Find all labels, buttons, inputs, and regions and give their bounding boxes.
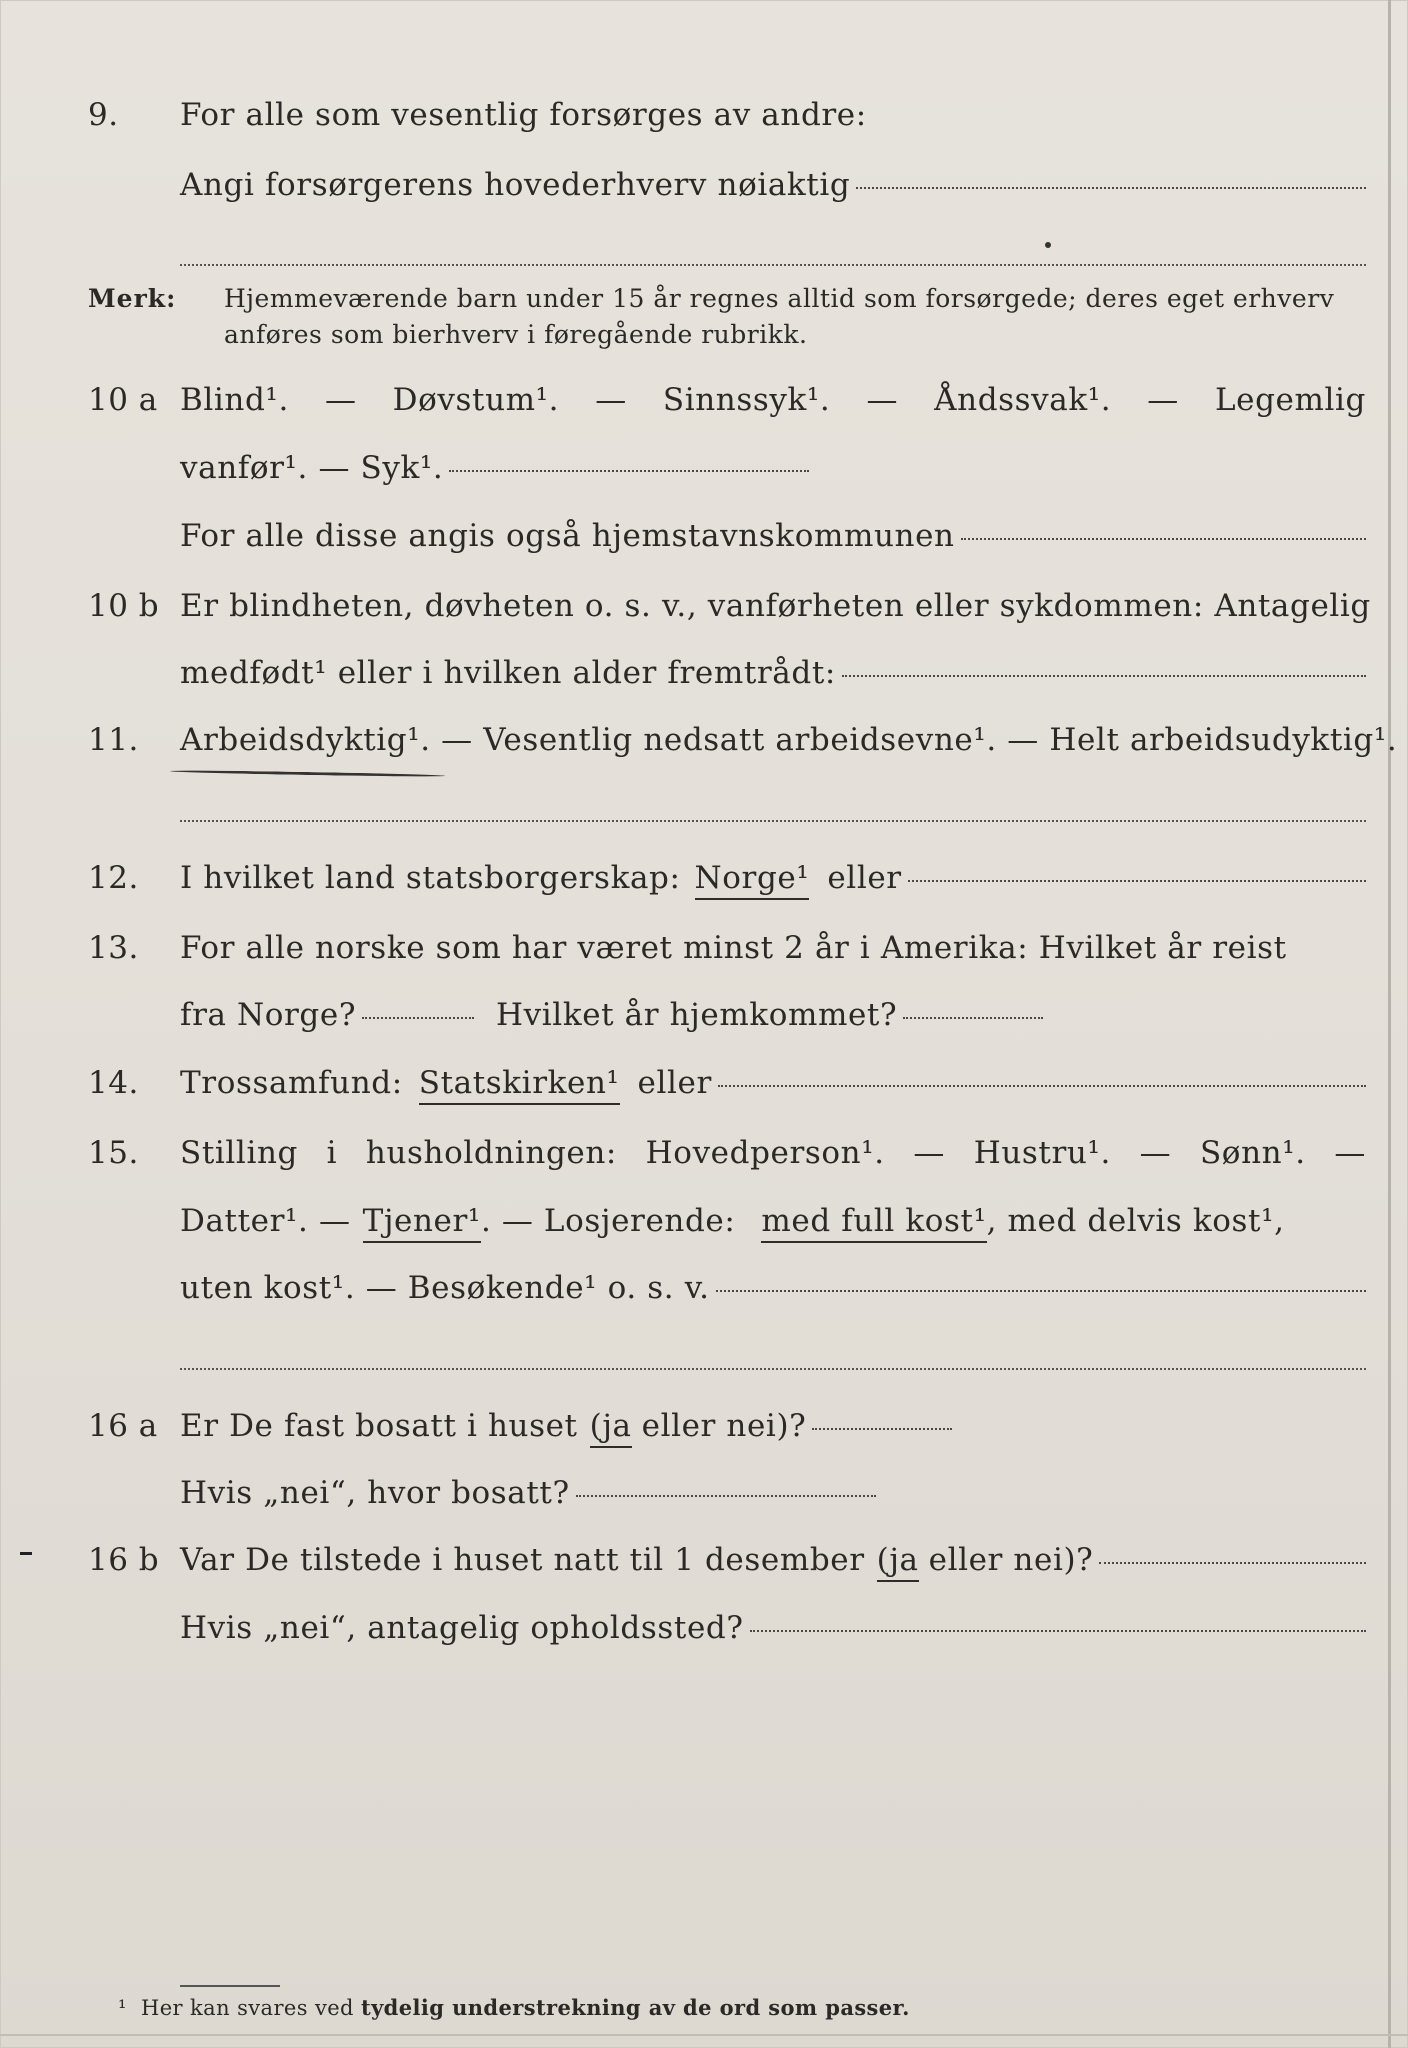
q16b-label: Var De tilstede i huset natt til 1 desember [180,1542,865,1578]
q9-answer-field-2[interactable] [180,264,1366,266]
note-line-1: Hjemmeværende barn under 15 år regnes alltid som forsørgede; deres eget erhverv [224,284,1335,313]
q16b-opholdssted-field[interactable] [750,1627,1366,1632]
q15-word: husholdningen: [365,1135,617,1171]
q16a-eller-nei: eller nei)? [641,1408,807,1444]
q10b-label: medfødt¹ eller i hvilken alder fremtrådt: [180,655,836,691]
ink-speck [1045,242,1051,248]
q10a-vanfor-syk: vanfør¹. — Syk¹. [180,450,444,486]
q15-line-1 [180,1135,1366,1171]
item-number-16b: 16 b [88,1542,160,1578]
page-edge-bottom [0,2034,1408,2036]
q16a-label: Er De fast bosatt i huset [180,1408,578,1444]
item-number-11: 11. [88,722,139,758]
item-number-10a: 10 a [88,382,158,418]
q10a-legemlig: Legemlig [1214,382,1366,418]
item-number-15: 15. [88,1135,139,1171]
footnote-bold-text: tydelig understrekning av de ord som passer. [360,1995,910,2020]
dash: — [866,382,899,418]
q16b-answer-ja: (ja [877,1542,919,1582]
item-number-10b: 10 b [88,588,160,624]
q12-line [180,860,1366,900]
q15-answer-field-2[interactable] [180,1368,1366,1370]
footnote [118,1995,910,2020]
q15-tjener: Tjener¹ [363,1203,481,1243]
q10b-line-2 [180,655,1366,691]
q11-handwritten-underline [170,770,445,778]
q16b-opholdssted-label: Hvis „nei“, antagelig opholdssted? [180,1610,744,1646]
q9-answer-field[interactable] [856,184,1366,189]
q15-sonn: Sønn¹. [1199,1135,1306,1171]
q10a-line-3 [180,518,1366,554]
q10a-line-2 [180,450,809,486]
q10a-hjemstavn-field[interactable] [961,535,1366,540]
q16a-answer-field[interactable] [812,1425,952,1430]
q15-datter: Datter¹. — [180,1203,351,1239]
q16a-line-2 [180,1475,876,1511]
note-label: Merk: [88,284,177,313]
q13-hjemkommet-label: Hvilket år hjemkommet? [496,997,898,1033]
q16a-hvor-field[interactable] [576,1492,876,1497]
q13-line-2 [180,997,1043,1033]
q14-line [180,1065,1366,1105]
q15-word: Stilling [180,1135,298,1171]
q10b-line-1: Er blindheten, døvheten o. s. v., vanførheten eller sykdommen: Antagelig [180,588,1371,624]
dash: — [1139,1135,1172,1171]
q14-answer-statskirken: Statskirken¹ [419,1065,620,1105]
dash: — [913,1135,946,1171]
q13-line-1: For alle norske som har været minst 2 år i Amerika: Hvilket år reist [180,930,1287,966]
q15-answer-field[interactable] [716,1287,1366,1292]
q9-line-1: For alle som vesentlig forsørges av andre: [180,97,867,133]
ink-mark [20,1552,32,1555]
dash: — [595,382,627,418]
q10a-dovstum: Døvstum¹. [392,382,560,418]
q10a-sinnssyk: Sinnssyk¹. [662,382,831,418]
q16a-line-1 [180,1408,952,1448]
page-edge-right [1388,0,1391,2048]
q15-hovedperson: Hovedperson¹. [645,1135,885,1171]
q15-uten-kost: uten kost¹. — Besøkende¹ o. s. v. [180,1270,710,1306]
q14-answer-field[interactable] [718,1082,1366,1087]
q14-eller: eller [637,1065,712,1101]
q13-hjemkommet-field[interactable] [903,1014,1043,1019]
footnote-text: Her kan svares ved [140,1996,354,2020]
q9-label: Angi forsørgerens hovederhverv nøiaktig [180,167,851,203]
q10a-answer-field[interactable] [449,467,809,472]
q16b-eller-nei: eller nei)? [928,1542,1094,1578]
q11-line-1 [180,722,1397,758]
q16b-answer-field[interactable] [1099,1559,1366,1564]
q15-hustru: Hustru¹. [973,1135,1111,1171]
note-line-2: anføres som bierhverv i føregående rubrikk. [224,320,808,349]
item-number-14: 14. [88,1065,139,1101]
q16b-line-1 [180,1542,1366,1582]
q11-arbeidsdyktig: Arbeidsdyktig¹. [180,722,431,758]
item-number-13: 13. [88,930,139,966]
q15-med-full-kost: med full kost¹ [761,1203,986,1243]
q10a-andssvak: Åndssvak¹. [934,382,1112,418]
q15-losjerende: . — Losjerende: [480,1203,736,1239]
footnote-mark: ¹ [118,1996,127,2020]
q12-answer-norge: Norge¹ [695,860,810,900]
dash: — [324,382,357,418]
q15-line-3 [180,1270,1366,1306]
q16a-hvor-label: Hvis „nei“, hvor bosatt? [180,1475,570,1511]
q12-eller: eller [827,860,902,896]
q11-answer-field[interactable] [180,820,1366,822]
q14-label: Trossamfund: [180,1065,403,1101]
q9-line-2 [180,167,1366,203]
q16a-answer-ja: (ja [590,1408,632,1448]
q10a-blind: Blind¹. [180,382,289,418]
q13-reist-label: fra Norge? [180,997,357,1033]
footnote-separator [180,1985,280,1987]
q15-word: i [326,1135,338,1171]
item-number-12: 12. [88,860,139,896]
item-number-9: 9. [88,97,119,133]
q12-answer-field[interactable] [908,877,1366,882]
q12-label: I hvilket land statsborgerskap: [180,860,681,896]
item-number-16a: 16 a [88,1408,158,1444]
q13-reist-field[interactable] [362,1014,474,1019]
dash: — [1334,1135,1366,1171]
dash: — [1147,382,1179,418]
q10a-line-1 [180,382,1366,418]
q10b-answer-field[interactable] [842,672,1366,677]
q16b-line-2 [180,1610,1366,1646]
q15-line-2 [180,1203,1285,1243]
q11-rest: — Vesentlig nedsatt arbeidsevne¹. — Helt arbeidsudyktig¹. [441,722,1398,758]
q15-med-delvis-kost: , med delvis kost¹, [986,1203,1285,1239]
q10a-hjemstavn-label: For alle disse angis også hjemstavnskommunen [180,518,955,554]
